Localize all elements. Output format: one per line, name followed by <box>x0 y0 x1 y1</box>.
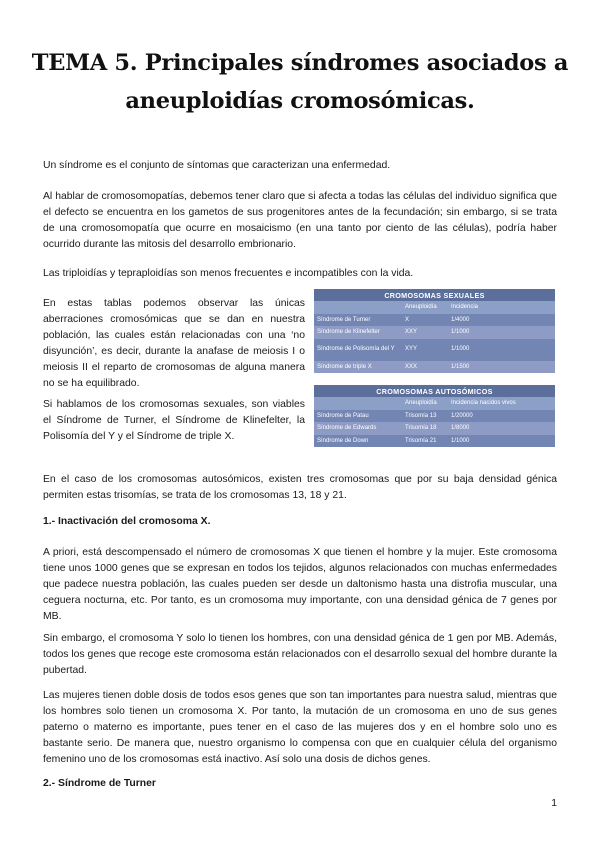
table-row <box>314 361 555 374</box>
page-number: 1 <box>551 798 557 809</box>
table-cell: Síndrome de Klinefelter <box>314 326 402 339</box>
table-header-cell: Aneuploidía <box>402 301 448 314</box>
table-cell: 1/1000 <box>448 435 555 448</box>
paragraph-triploidias: Las triploidías y tepraploidías son menos frecuentes e incompatibles con la vida. <box>43 268 414 279</box>
table-header-cell <box>314 301 402 314</box>
table-header-cell: Incidencia nacidos vivos <box>448 397 555 410</box>
section-heading-turner: 2.- Síndrome de Turner <box>43 778 156 789</box>
table-row <box>314 422 555 435</box>
table-cell: Síndrome de Edwards <box>314 422 402 435</box>
table-cell: Síndrome de Down <box>314 435 402 448</box>
table-cell: Síndrome de triple X <box>314 361 402 374</box>
table-cell: XYY <box>402 339 448 361</box>
table-cell: Síndrome de Patau <box>314 410 402 423</box>
paragraph-cromosomopatias: Al hablar de cromosomopatías, debemos tener claro que si afecta a todas las células del individuo significa que el defecto se encuentra en los gametos de sus progenitores antes de la fecundación; sin embargo, si se trata de una cromosomopatía que ocurre en mosaicismo (en una tanto por ciento de las células), podría haber ocurrido durante las mitosis del desarrollo embrionario. <box>43 191 557 250</box>
paragraph-tablas: En estas tablas podemos observar las únicas aberraciones cromosómicas que se dan en nuestra población, las cuales están relacionadas con una ‘no disyunción’, es decir, durante la anafase de meiosis I o meiosis II el reparto de cromosomas de alguna manera no se ha equilibrado. <box>43 298 305 389</box>
table-cell: Síndrome de Polisomía del Y <box>314 339 402 361</box>
table-cell: Trisomía 21 <box>402 435 448 448</box>
table-header-row <box>314 301 555 314</box>
table-cell: Trisomía 13 <box>402 410 448 423</box>
page-title: TEMA 5. Principales síndromes asociados a aneuploidías cromosómicas. <box>31 50 569 114</box>
table-row <box>314 435 555 448</box>
paragraph-definition: Un síndrome es el conjunto de síntomas que caracterizan una enfermedad. <box>43 160 391 171</box>
table-row <box>314 339 555 361</box>
table-header-row <box>314 397 555 410</box>
table-header-cell: Incidencia <box>448 301 555 314</box>
paragraph-autosomicos: En el caso de los cromosomas autosómicos, existen tres cromosomas que por su baja densidad génica permiten estas trisomías, se trata de los cromosomas 13, 18 y 21. <box>43 474 557 501</box>
paragraph-sexuales: Si hablamos de los cromosomas sexuales, son viables el Síndrome de Turner, el Síndrome de Klinefelter, la Polisomía del Y y el Síndrome de triple X. <box>43 399 305 442</box>
table-cell: 1/8000 <box>448 422 555 435</box>
table-header-cell: Aneuploidía <box>402 397 448 410</box>
table-cell: XXY <box>402 326 448 339</box>
table-cell: 1/4000 <box>448 314 555 327</box>
table-cell: XXX <box>402 361 448 374</box>
paragraph-mujeres: Las mujeres tienen doble dosis de todos esos genes que son tan importantes para nuestra salud, mientras que los hombres solo tienen un cromosoma X. Por tanto, la mutación de un cromosoma en uno de sus genes paterno o materno es importante, pues tener en el caso de las mujeres dos y en el hombre solo uno es bastante serio. De manera que, nuestro organismo lo compensa con que en cualquier célula del organismo femenino uno de los cromosomas está inactivo. Así solo una dosis de dichos genes. <box>43 690 557 765</box>
table-cell: 1/20000 <box>448 410 555 423</box>
table-cell: 1/1500 <box>448 361 555 374</box>
table-cell: 1/1000 <box>448 339 555 361</box>
table-cell: Trisomía 18 <box>402 422 448 435</box>
table-row <box>314 314 555 327</box>
table-cell: 1/1000 <box>448 326 555 339</box>
table-cromosomas-autosomicos <box>314 385 555 447</box>
table-row <box>314 410 555 423</box>
table-row <box>314 326 555 339</box>
paragraph-cromosoma-y: Sin embargo, el cromosoma Y solo lo tienen los hombres, con una densidad génica de 1 gen por MB. Además, todos los genes que recoge este cromosoma están relacionados con el desarrollo sexual del hombre durante la pubertad. <box>43 633 557 676</box>
table-cell: Síndrome de Turner <box>314 314 402 327</box>
paragraph-cromosoma-x: A priori, está descompensado el número de cromosomas X que tienen el hombre y la mujer. Este cromosoma tiene unos 1000 genes que se expresan en todos los tejidos, algunos relacionados con muchas enfermedades que padece nuestra población, las cuales pueden ser desde un daltonismo hasta una distrofia muscular, una ceguera nocturna, etc. Por tanto, es un cromosoma muy importante, con una densidad génica de 7 genes por MB. <box>43 547 557 622</box>
table-caption: CROMOSOMAS AUTOSÓMICOS <box>314 385 555 397</box>
table-cromosomas-sexuales <box>314 289 555 373</box>
table-caption: CROMOSOMAS SEXUALES <box>314 289 555 301</box>
section-heading-inactivacion: 1.- Inactivación del cromosoma X. <box>43 516 211 527</box>
table-cell: X <box>402 314 448 327</box>
table-header-cell <box>314 397 402 410</box>
